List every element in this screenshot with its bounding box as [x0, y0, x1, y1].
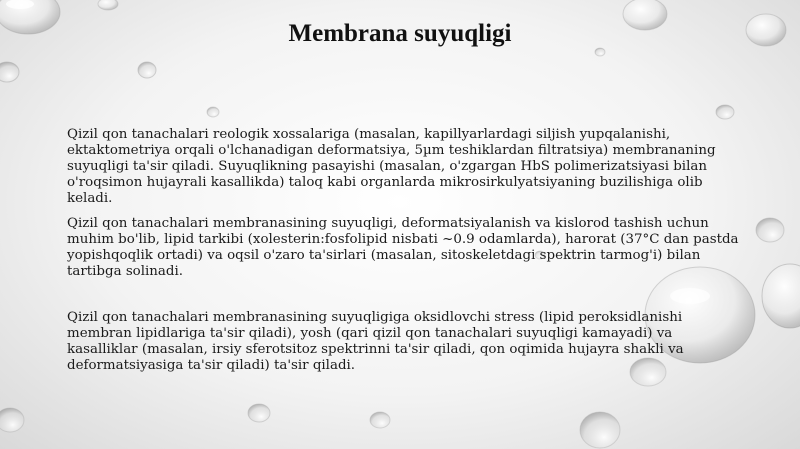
- drop-group-top-right: [595, 0, 786, 119]
- slide-title: Membrana suyuqligi: [288, 20, 512, 47]
- drop-group-bottom-left: [0, 404, 390, 432]
- paragraph-factors: Qizil qon tanachalari membranasining suyuqligiga oksidlovchi stress (lipid peroksidlanishi membran lipidlariga ta'sir qiladi), yosh (qari qizil qon tanachalari suyuqligi kamayadi) va kasalliklar (masalan, irsiy sferotsitoz spektrinni ta'sir qiladi, qon oqimida hujayra shakli va deformatsiyasiga ta'sir qiladi) ta'sir qiladi.: [67, 310, 684, 373]
- paragraph-regulation: Qizil qon tanachalari membranasining suyuqligi, deformatsiyalanish va kislorod tashish uchun muhim bo'lib, lipid tarkibi (xolesterin:fosfolipid nisbati ~0.9 odamlarda), harorat (37°C dan pastda yopishqoqlik ortadi) va oqsil o'zaro ta'sirlari (masalan, sitoskeletdagi spektrin tarmog'i) bilan tartibga solinadi.: [67, 216, 739, 279]
- slide-body: [67, 127, 747, 374]
- paragraph-rheology: Qizil qon tanachalari reologik xossalariga (masalan, kapillyarlardagi siljish yupqalanishi, ektaktometriya orqali o'lchanadigan deformatsiya, 5µm teshiklardan filtratsiya) membrananing suyuqligi ta'sir qiladi. Suyuqlikning pasayishi (masalan, o'zgargan HbS polimerizatsiyasi bilan o'roqsimon hujayrali kasallikda) taloq kabi organlarda mikrosirkulyatsiyaning buzilishiga olib keladi.: [67, 127, 716, 206]
- drop-group-top-left: [0, 0, 219, 117]
